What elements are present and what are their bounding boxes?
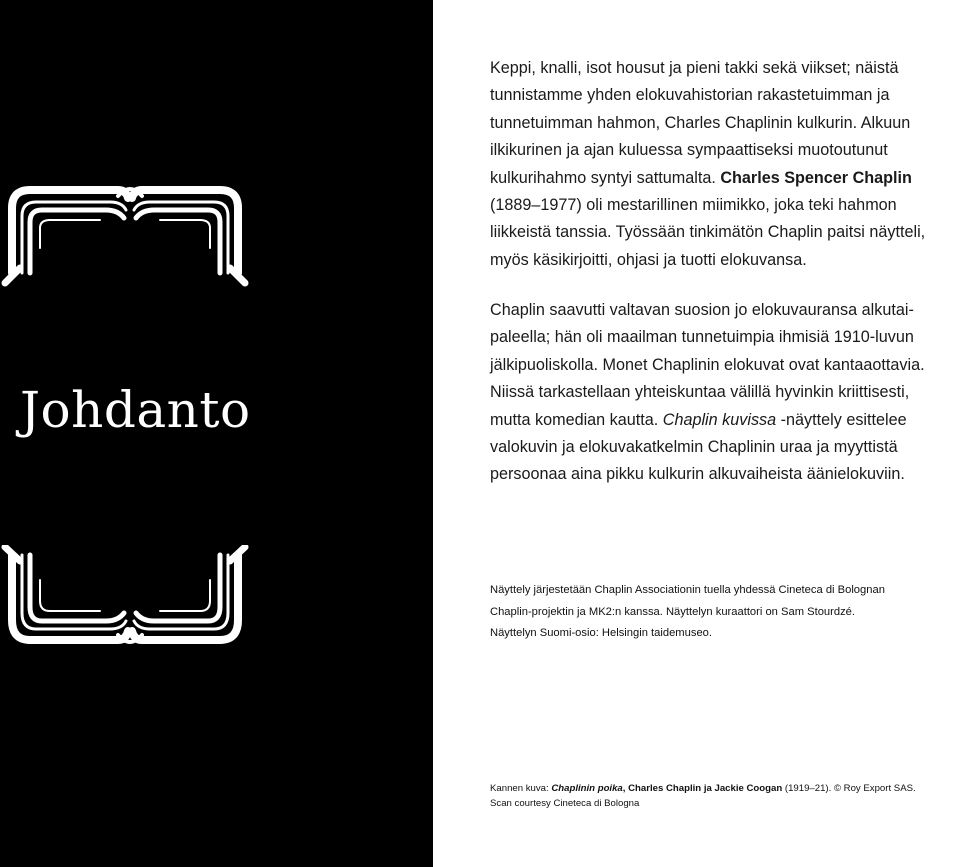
intro-text: Chaplin saavutti valtavan suosion jo elokuvauransa alkutaipaleella; hän oli maailman tunnetuimpia ihmisiä 1910-luvun jälkipuoliskolla. Monet Chaplinin elokuvat ovat kantaaottavia. Niissä tarkastellaan yhteiskuntaa välillä hyvinkin kriittisesti, mutta komedian kautta. — [490, 301, 925, 429]
cover-prefix: Kannen kuva: — [490, 783, 552, 794]
credits-line: Chaplin-projektin ja MK2:n kanssa. Näyttelyn kuraattori on Sam Stourdzé. — [490, 605, 856, 618]
cover-caption — [490, 781, 952, 811]
intro-paragraph-2 — [490, 297, 952, 489]
credits-block — [490, 580, 952, 645]
cover-film-title: Chaplinin poika — [551, 783, 623, 794]
cover-names: , Charles Chaplin ja Jackie Coogan — [622, 783, 783, 794]
intro-text: Keppi, knalli, isot housut ja pieni takki sekä viikset; näistä tunnistamme yhden elokuvahistorian rakastetuimman ja tunnetuimman hahmon, Charles Chaplinin kulkurin. Alkuun ilkikurinen ja ajan kuluessa sympaattiseksi muotoutunut kulkurihahmo syntyi sattumalta. — [490, 59, 911, 187]
intro-text: -näyttely esittelee valokuvin ja elokuvakatkelmin Chaplinin uraa ja myyttistä persoonaa aina pikku kulkurin alkuvaiheista äänielokuviin. — [490, 410, 907, 484]
cover-rest: (1919–21). © Roy Export SAS. — [782, 783, 916, 794]
chaplin-name: Charles Spencer Chaplin — [720, 168, 912, 187]
credits-line: Näyttelyn Suomi-osio: Helsingin taidemuseo. — [490, 627, 712, 639]
art-nouveau-frame-top-icon — [0, 178, 250, 288]
cover-caption-line-1 — [490, 781, 952, 796]
left-black-panel — [0, 0, 433, 867]
section-title: Johdanto — [20, 381, 251, 439]
intro-paragraph-1 — [490, 55, 952, 274]
credits-line: Näyttely järjestetään Chaplin Associationin tuella yhdessä Cineteca di Bolognan — [490, 584, 885, 596]
cover-caption-line-2: Scan courtesy Cineteca di Bologna — [490, 798, 640, 809]
intro-text: (1889–1977) oli mestarillinen miimikko, joka teki hahmon liikkeistä tanssia. Työssään tinkimätön Chaplin paitsi näytteli, myös käsikirjoitti, ohjasi ja tuotti elokuvansa. — [490, 196, 926, 269]
exhibition-title: Chaplin kuvissa — [662, 410, 777, 429]
art-nouveau-frame-bottom-icon — [0, 545, 250, 655]
